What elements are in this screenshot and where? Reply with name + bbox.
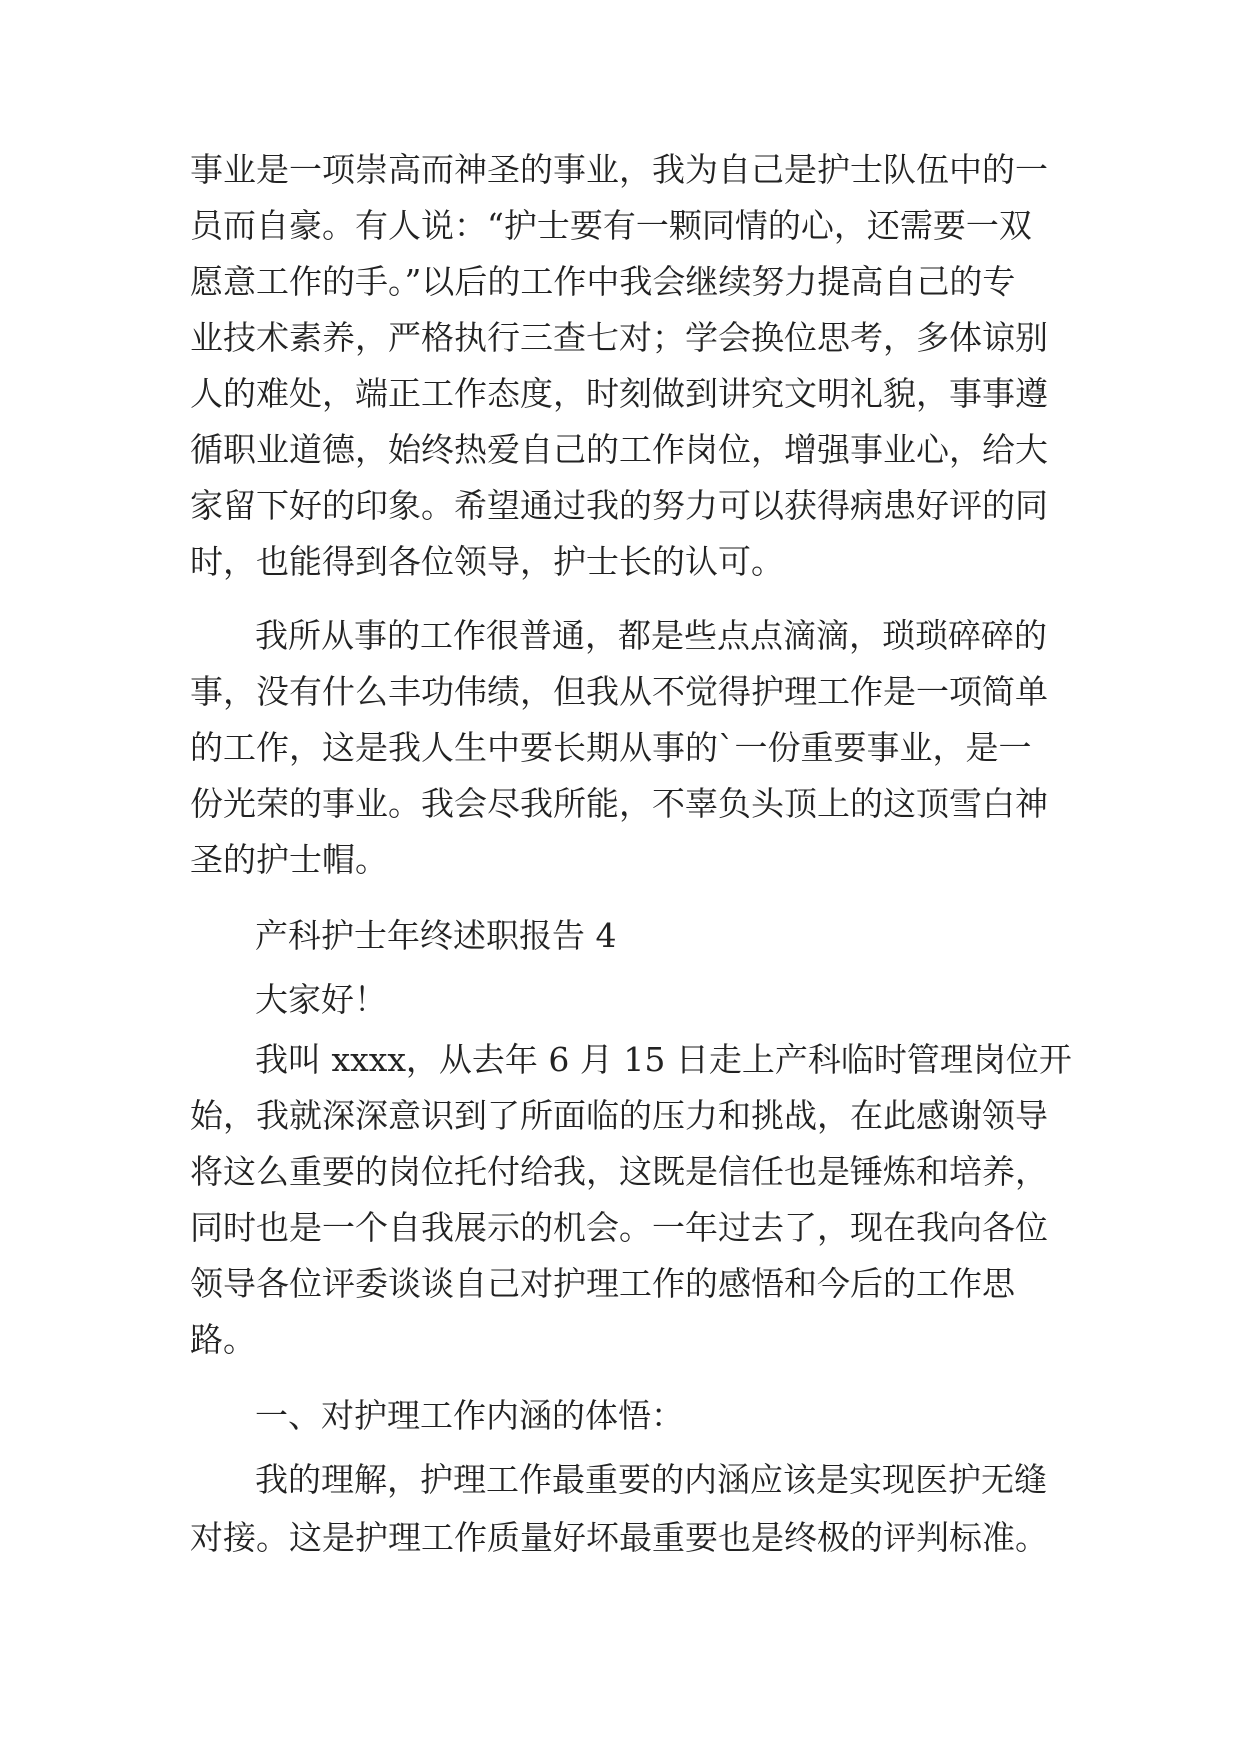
paragraph-line: 路。 (190, 1320, 256, 1359)
section-title: 产科护士年终述职报告 4 (255, 916, 617, 955)
paragraph-line: 圣的护士帽。 (190, 840, 388, 879)
paragraph-line: 领导各位评委谈谈自己对护理工作的感悟和今后的工作思 (190, 1264, 1015, 1303)
paragraph-line: 愿意工作的手。”以后的工作中我会继续努力提高自己的专 (190, 262, 1016, 301)
paragraph-line: 我的理解，护理工作最重要的内涵应该是实现医护无缝 (255, 1460, 1047, 1499)
paragraph-line: 人的难处，端正工作态度，时刻做到讲究文明礼貌，事事遵 (190, 374, 1048, 413)
paragraph-line: 我叫 xxxx，从去年 6 月 15 日走上产科临时管理岗位开 (255, 1040, 1072, 1079)
paragraph-line: 时，也能得到各位领导，护士长的认可。 (190, 542, 784, 581)
greeting: 大家好！ (255, 980, 387, 1019)
section-heading: 一、对护理工作内涵的体悟： (255, 1396, 684, 1435)
paragraph-line: 份光荣的事业。我会尽我所能，不辜负头顶上的这顶雪白神 (190, 784, 1048, 823)
paragraph-line: 我所从事的工作很普通，都是些点点滴滴，琐琐碎碎的 (255, 616, 1047, 655)
paragraph-line: 事业是一项崇高而神圣的事业，我为自己是护士队伍中的一 (190, 150, 1048, 189)
paragraph-line: 同时也是一个自我展示的机会。一年过去了，现在我向各位 (190, 1208, 1048, 1247)
paragraph-line: 将这么重要的岗位托付给我，这既是信任也是锤炼和培养， (190, 1152, 1048, 1191)
paragraph-line: 家留下好的印象。希望通过我的努力可以获得病患好评的同 (190, 486, 1048, 525)
paragraph-line: 对接。这是护理工作质量好坏最重要也是终极的评判标准。 (190, 1518, 1048, 1557)
paragraph-line: 循职业道德，始终热爱自己的工作岗位，增强事业心，给大 (190, 430, 1048, 469)
paragraph-line: 的工作，这是我人生中要长期从事的`一份重要事业，是一 (190, 728, 1032, 767)
paragraph-line: 事，没有什么丰功伟绩，但我从不觉得护理工作是一项简单 (190, 672, 1048, 711)
paragraph-line: 业技术素养，严格执行三查七对；学会换位思考，多体谅别 (190, 318, 1048, 357)
paragraph-line: 始，我就深深意识到了所面临的压力和挑战，在此感谢领导 (190, 1096, 1048, 1135)
paragraph-line: 员而自豪。有人说：“护士要有一颗同情的心，还需要一双 (190, 206, 1032, 245)
